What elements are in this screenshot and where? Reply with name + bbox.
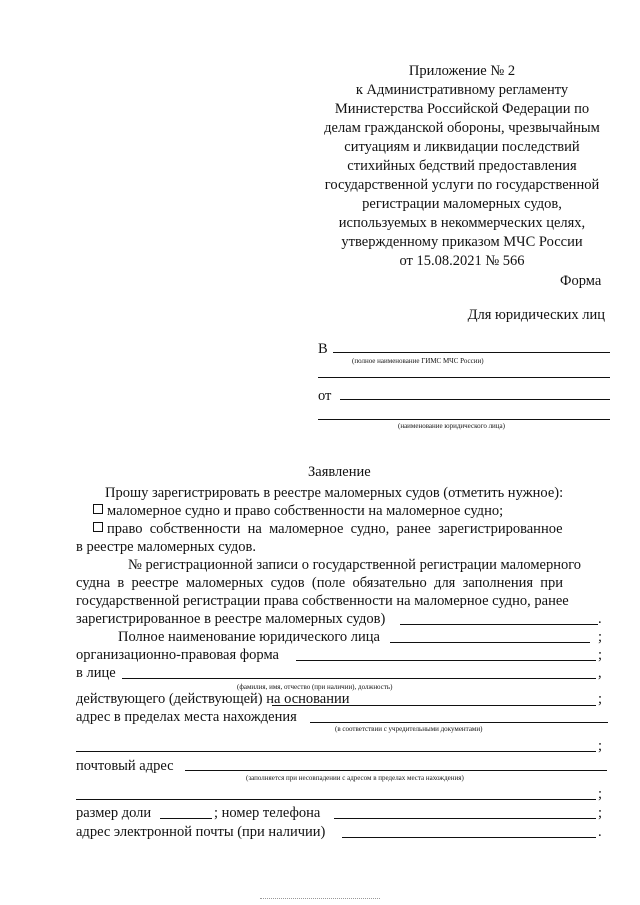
header-line: Приложение № 2 <box>408 63 516 79</box>
header-line: делам гражданской обороны, чрезвычайным <box>324 120 600 136</box>
email-label: адрес электронной почты (при наличии) <box>76 824 326 840</box>
acting-label-2: на основании <box>266 691 350 707</box>
subtitle: Для юридических лиц <box>467 307 605 323</box>
option1-label: маломерное судно и право собственности на маломерное судно; <box>107 503 504 519</box>
from-hint: (наименование юридического лица) <box>398 422 505 430</box>
in-person-label: в лице <box>76 665 116 681</box>
postal-field[interactable] <box>185 770 607 771</box>
dot: . <box>598 611 602 627</box>
semicolon: ; <box>598 786 603 802</box>
option-vessel-and-ownership[interactable] <box>93 503 503 520</box>
semicolon: ; <box>598 691 603 707</box>
reg-record-line: зарегистрированное в реестре маломерных судов) <box>76 611 386 627</box>
header-line: от 15.08.2021 № 566 <box>399 253 525 269</box>
document-title: Заявление <box>308 464 371 480</box>
header-line: регистрации маломерных судов, <box>362 196 562 212</box>
share-label: размер доли <box>76 805 152 821</box>
header-line: государственной услуги по государственной <box>324 177 600 193</box>
semicolon: ; <box>598 738 603 754</box>
checkbox-icon[interactable] <box>93 504 103 514</box>
in-person-hint: (фамилия, имя, отчество (при наличии), должность) <box>237 683 393 691</box>
header-line: к Административному регламенту <box>355 82 569 98</box>
checkbox-icon[interactable] <box>93 522 103 532</box>
phone-label: ; номер телефона <box>214 805 321 821</box>
postal-label: почтовый адрес <box>76 758 174 774</box>
reg-record-line: судна в реестре маломерных судов (поле обязательно для заполнения при <box>76 575 564 591</box>
semicolon: ; <box>598 805 603 821</box>
reg-record-line: № регистрационной записи о государственной регистрации маломерного <box>128 557 582 573</box>
option-ownership-only[interactable] <box>93 521 611 538</box>
header-line: Министерства Российской Федерации по <box>334 101 590 117</box>
org-form-label: организационно-правовая форма <box>76 647 279 663</box>
dot: . <box>598 824 602 840</box>
email-field[interactable] <box>342 837 596 838</box>
to-line-2[interactable] <box>318 377 610 378</box>
option2-label-cont: в реестре маломерных судов. <box>76 539 256 555</box>
from-prefix: от <box>318 388 332 404</box>
phone-field[interactable] <box>334 818 596 819</box>
header-line: ситуациям и ликвидации последствий <box>344 139 580 155</box>
address-field[interactable] <box>310 722 608 723</box>
request-text: Прошу зарегистрировать в реестре маломерных судов (отметить нужное): <box>105 485 564 501</box>
share-field[interactable] <box>160 818 212 819</box>
from-line[interactable] <box>340 399 610 400</box>
in-person-field[interactable] <box>122 678 596 679</box>
org-form-field[interactable] <box>296 660 596 661</box>
address-field-2[interactable] <box>76 751 596 752</box>
semicolon: ; <box>598 647 603 663</box>
to-hint: (полное наименование ГИМС МЧС России) <box>352 357 484 365</box>
acting-basis-field[interactable] <box>272 705 596 706</box>
header-line: стихийных бедствий предоставления <box>347 158 577 174</box>
option2-label: право собственности на маломерное судно, ранее зарегистрированное <box>107 521 563 537</box>
semicolon: ; <box>598 629 603 645</box>
comma: , <box>598 665 602 681</box>
full-name-field[interactable] <box>390 642 590 643</box>
address-hint: (в соответствии с учредительными документами) <box>335 725 483 733</box>
to-prefix: В <box>318 341 328 357</box>
scan-artifact <box>260 898 380 899</box>
postal-hint: (заполняется при несовпадении с адресом в пределах места нахождения) <box>246 774 464 782</box>
reg-record-line: государственной регистрации права собственности на маломерное судно, ранее <box>76 593 569 609</box>
reg-number-field[interactable] <box>400 624 598 625</box>
form-label: Форма <box>560 273 602 289</box>
address-label: адрес в пределах места нахождения <box>76 709 297 725</box>
header-line: используемых в некоммерческих целях, <box>338 215 586 231</box>
postal-field-2[interactable] <box>76 799 596 800</box>
acting-label-1: действующего (действующей) <box>76 691 263 707</box>
full-name-label: Полное наименование юридического лица <box>118 629 380 645</box>
from-line-2[interactable] <box>318 419 610 420</box>
to-line[interactable] <box>333 352 610 353</box>
header-line: утвержденному приказом МЧС России <box>341 234 583 250</box>
